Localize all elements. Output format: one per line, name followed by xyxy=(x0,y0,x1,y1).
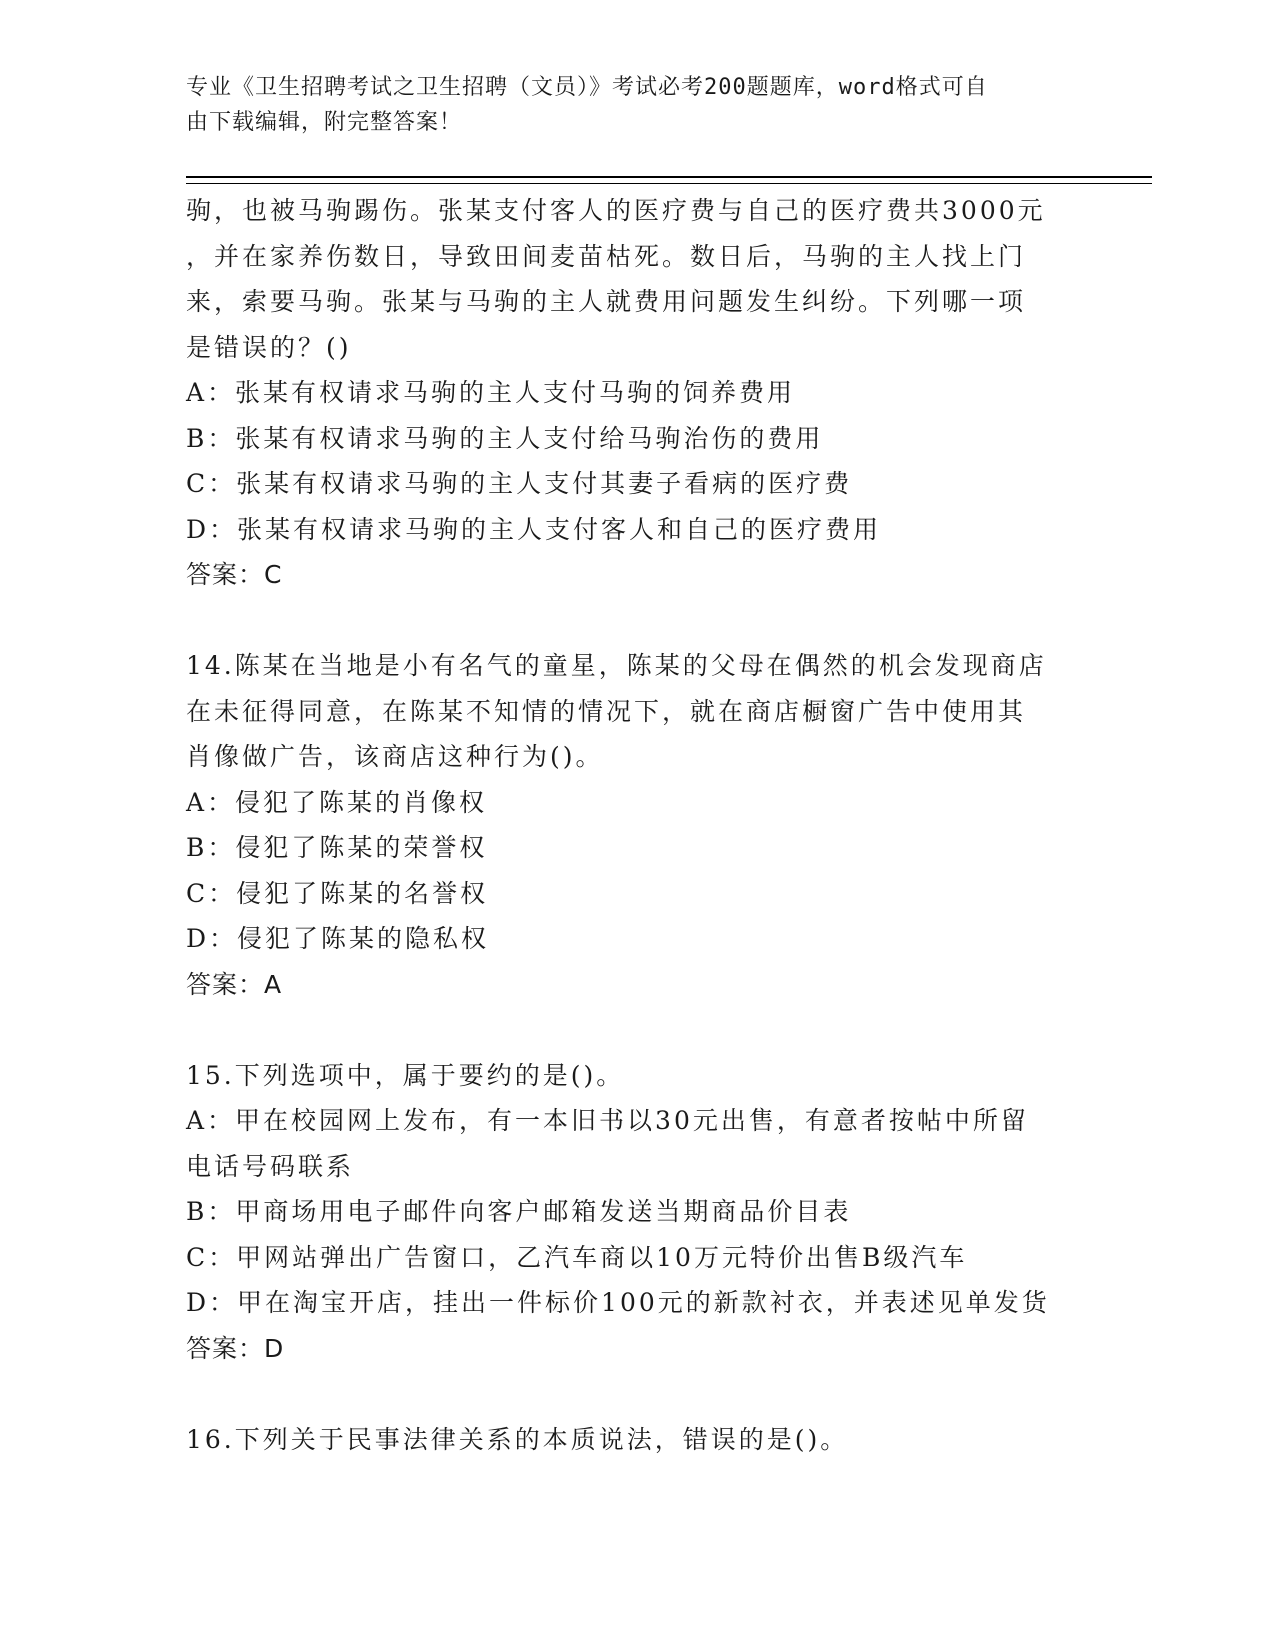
header-line-1: 专业《卫生招聘考试之卫生招聘（文员）》考试必考200题题库，word格式可自 xyxy=(186,75,988,100)
answer: 答案：D xyxy=(186,1333,285,1363)
question-stem-line: 在未征得同意，在陈某不知情的情况下，就在商店橱窗广告中使用其 xyxy=(186,696,1027,726)
header-line-2: 由下载编辑，附完整答案！ xyxy=(186,110,463,135)
option-a-continued: 电话号码联系 xyxy=(186,1151,355,1181)
option-b: B：甲商场用电子邮件向客户邮箱发送当期商品价目表 xyxy=(186,1197,852,1226)
option-c: C：张某有权请求马驹的主人支付其妻子看病的医疗费 xyxy=(186,469,853,498)
option-d: D：甲在淘宝开店，挂出一件标价100元的新款衬衣，并表述见单发货 xyxy=(186,1288,1050,1317)
option-a: A：侵犯了陈某的肖像权 xyxy=(186,787,488,817)
question-stem-line: 肖像做广告，该商店这种行为()。 xyxy=(186,742,604,771)
option-c: C：侵犯了陈某的名誉权 xyxy=(186,878,489,908)
header-divider-thick xyxy=(186,176,1152,178)
option-d: D：侵犯了陈某的隐私权 xyxy=(186,924,490,953)
question-stem-line: 来，索要马驹。张某与马驹的主人就费用问题发生纠纷。下列哪一项 xyxy=(186,287,1027,316)
question-stem-line: 14.陈某在当地是小有名气的童星，陈某的父母在偶然的机会发现商店 xyxy=(186,651,1047,680)
question-stem-line: 15.下列选项中，属于要约的是()。 xyxy=(186,1060,625,1090)
answer: 答案：A xyxy=(186,969,283,999)
question-13 xyxy=(186,188,1086,598)
question-16 xyxy=(186,1417,1086,1463)
question-14 xyxy=(186,643,1086,1007)
option-a: A：甲在校园网上发布，有一本旧书以30元出售，有意者按帖中所留 xyxy=(186,1106,1029,1135)
question-stem-line: 是错误的？() xyxy=(186,332,352,362)
document-header xyxy=(186,70,1066,140)
question-15 xyxy=(186,1053,1086,1372)
question-stem-line: 驹，也被马驹踢伤。张某支付客人的医疗费与自己的医疗费共3000元 xyxy=(186,196,1046,225)
question-stem-line: 16.下列关于民事法律关系的本质说法，错误的是()。 xyxy=(186,1424,849,1454)
document-body xyxy=(186,188,1086,1462)
option-a: A：张某有权请求马驹的主人支付马驹的饲养费用 xyxy=(186,378,796,407)
answer: 答案：C xyxy=(186,560,283,589)
option-d: D：张某有权请求马驹的主人支付客人和自己的医疗费用 xyxy=(186,514,882,544)
header-divider-thin xyxy=(186,183,1152,184)
option-b: B：张某有权请求马驹的主人支付给马驹治伤的费用 xyxy=(186,423,824,453)
option-b: B：侵犯了陈某的荣誉权 xyxy=(186,833,488,862)
option-c: C：甲网站弹出广告窗口，乙汽车商以10万元特价出售B级汽车 xyxy=(186,1242,968,1272)
question-stem-line: ，并在家养伤数日，导致田间麦苗枯死。数日后，马驹的主人找上门 xyxy=(186,241,1027,271)
